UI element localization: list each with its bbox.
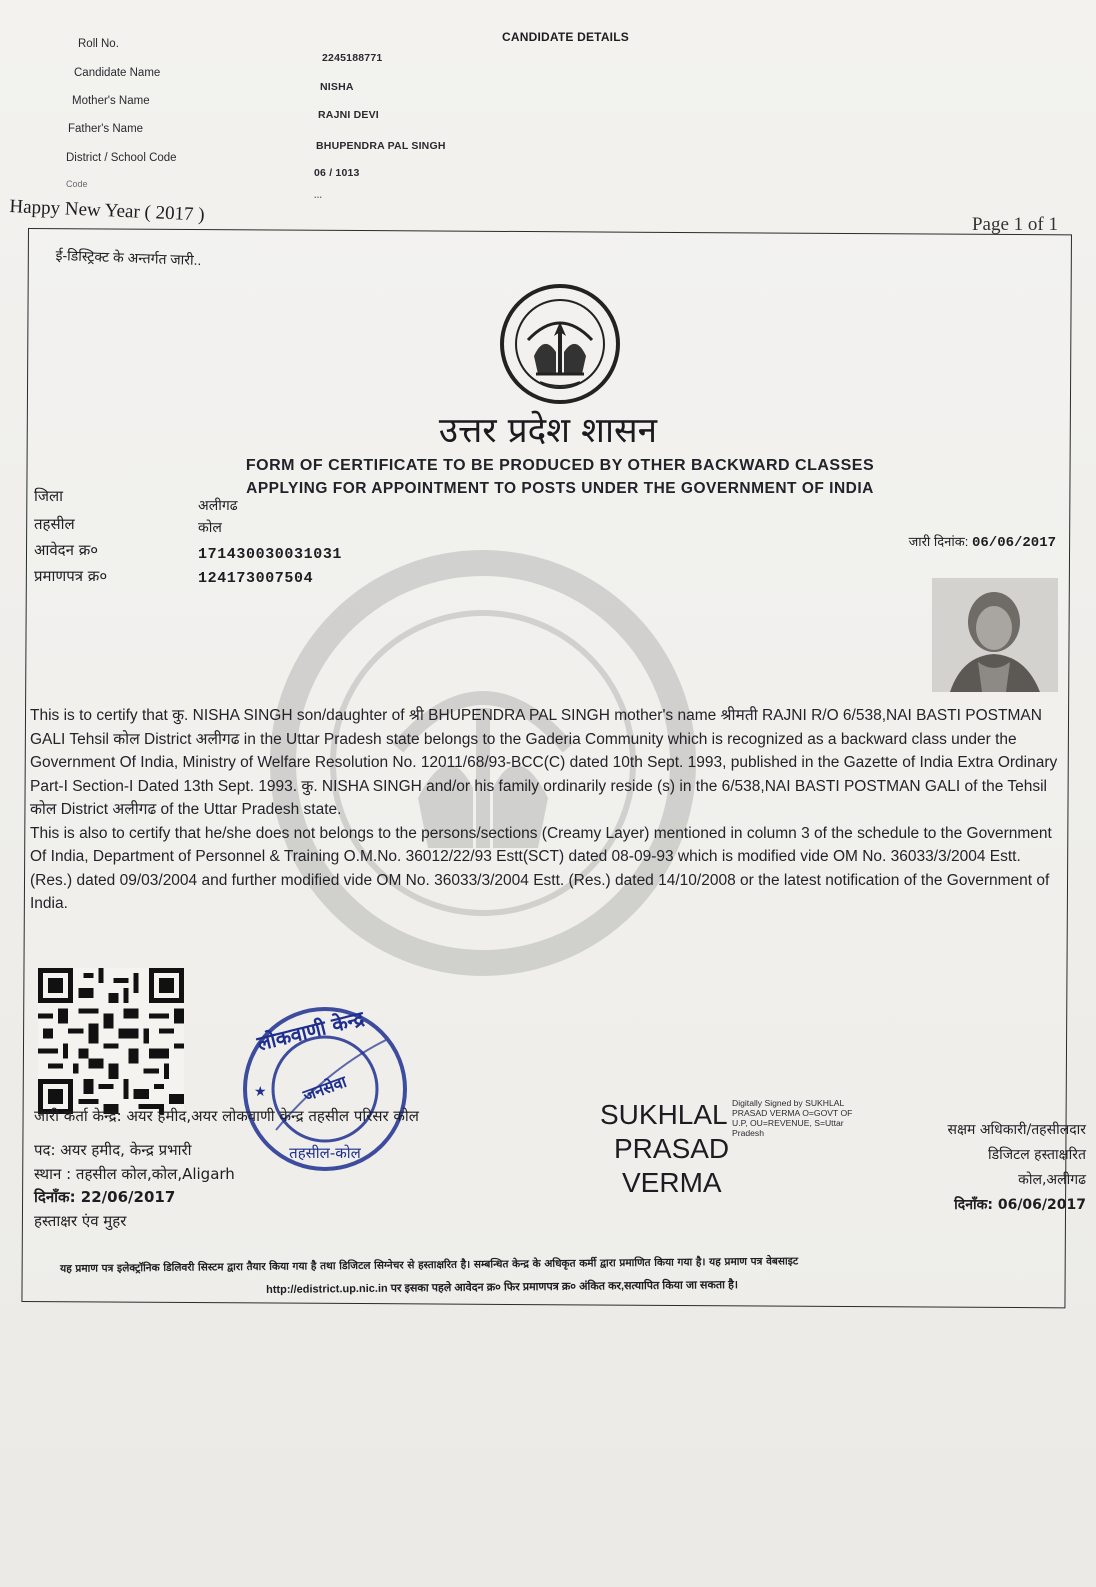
lokvani-stamp bbox=[236, 1000, 414, 1178]
signatory-name-line-1: SUKHLAL bbox=[600, 1099, 728, 1130]
district-school-code-label: District / School Code bbox=[66, 152, 177, 164]
edistrict-issued-note: ई-डिस्ट्रिक्ट के अन्तर्गत जारी.. bbox=[55, 246, 202, 269]
roll-no-value: 2245188771 bbox=[322, 52, 383, 64]
dsig-line-2: PRASAD VERMA O=GOVT OF bbox=[732, 1108, 853, 1118]
issuer-date: दिनाँक: 22/06/2017 bbox=[34, 1188, 176, 1206]
stamp-bottom-text: तहसील-कोल bbox=[289, 1144, 361, 1162]
signatory-name-line-3: VERMA bbox=[622, 1167, 722, 1198]
dsig-line-4: Pradesh bbox=[732, 1128, 765, 1138]
officer-date: दिनाँक: 06/06/2017 bbox=[954, 1197, 1086, 1213]
certificate-no-label: प्रमाणपत्र क्र० bbox=[34, 567, 108, 585]
tehsil-label: तहसील bbox=[34, 515, 75, 533]
government-title: उत्तर प्रदेश शासन bbox=[438, 411, 658, 451]
page-number: Page 1 of 1 bbox=[971, 214, 1058, 235]
stamp-top-text: लोकवाणी केन्द्र bbox=[254, 1005, 367, 1056]
certificate-paragraph-1: This is to certify that कु. NISHA SINGH son/daughter of श्री BHUPENDRA PAL SINGH mother's name श्रीमती RAJNI R/O 6/538,NAI BASTI POSTMAN GALI Tehsil कोल District अलीगढ in the Uttar Pradesh state belongs to the Gaderia Community which is recognized as a backward class under the Government Of India, Ministry of Welfare Resolution No. 12011/68/93-BCC(C) dated 10th Sept. 1993, published in the Gazette of India Extra Ordinary Part-I Section-I Dated 13th Sept. 1993. कु. NISHA SINGH and/or his family ordinarily reside (s) in the 6/538,NAI BASTI POSTMAN GALI of the Tehsil कोल District अलीगढ of the Uttar Pradesh state. bbox=[30, 707, 1058, 818]
candidate-photo bbox=[932, 578, 1058, 692]
svg-text:★: ★ bbox=[254, 1084, 267, 1100]
issue-date-label: जारी दिनांक: bbox=[908, 534, 969, 549]
signatory-name bbox=[600, 1098, 729, 1200]
cut-off-value: ... bbox=[314, 190, 323, 200]
form-title-line-1: FORM OF CERTIFICATE TO BE PRODUCED BY OTHER BACKWARD CLASSES bbox=[245, 457, 875, 474]
application-no-value: 171430030031031 bbox=[198, 546, 343, 563]
certificate-no-value: 124173007504 bbox=[198, 570, 314, 587]
footer-note: यह प्रमाण पत्र इलेक्ट्रॉनिक डिलिवरी सिस्टम द्वारा तैयार किया गया है तथा डिजिटल सिग्नेचर से हस्ताक्षरित है। सम्बन्धित केन्द्र के अधिकृत कर्मी द्वारा प्रमाणित किया गया है। यह प्रमाण पत्र वेबसाइट bbox=[60, 1255, 799, 1275]
issue-date-value: 06/06/2017 bbox=[971, 535, 1056, 551]
mothers-name-label: Mother's Name bbox=[72, 95, 150, 107]
happy-new-year-header: Happy New Year ( 2017 ) bbox=[9, 196, 206, 226]
officer-location: कोल,अलीगढ bbox=[1018, 1172, 1086, 1188]
district-value: अलीगढ bbox=[198, 498, 238, 514]
candidate-details-title: CANDIDATE DETAILS bbox=[502, 30, 629, 44]
verification-url-note: http://edistrict.up.nic.in पर इसका पहले आवेदन क्र० फिर प्रमाणपत्र क्र० अंकित कर,सत्यापित किया जा सकता है। bbox=[266, 1279, 739, 1296]
dsig-line-1: Digitally Signed by SUKHLAL bbox=[732, 1098, 845, 1108]
digital-signature-block bbox=[732, 1098, 852, 1138]
issuing-center: जारी कर्ता केन्द्र: अयर हमीद,अयर लोकवाणी केन्द्र तहसील परिसर कोल bbox=[34, 1107, 419, 1125]
qr-code-icon bbox=[38, 968, 184, 1114]
candidate-name-label: Candidate Name bbox=[74, 67, 161, 79]
cut-off-label: Code bbox=[66, 179, 88, 187]
signatory-name-line-2: PRASAD bbox=[614, 1133, 730, 1164]
issue-date bbox=[909, 532, 1056, 551]
mothers-name-value: RAJNI DEVI bbox=[318, 109, 379, 121]
dsig-line-3: U.P, OU=REVENUE, S=Uttar bbox=[732, 1118, 844, 1128]
roll-no-label: Roll No. bbox=[78, 38, 119, 50]
stamp-inner-text: जनसेवा bbox=[300, 1071, 350, 1106]
district-school-code-value: 06 / 1013 bbox=[314, 167, 360, 179]
competent-officer-title: सक्षम अधिकारी/तहसीलदार bbox=[947, 1122, 1086, 1138]
up-emblem-icon bbox=[498, 282, 622, 406]
form-title-line-2: APPLYING FOR APPOINTMENT TO POSTS UNDER THE GOVERNMENT OF INDIA bbox=[246, 480, 874, 497]
candidate-name-value: NISHA bbox=[320, 81, 354, 93]
signature-and-seal-label: हस्ताक्षर एंव मुहर bbox=[34, 1212, 127, 1230]
certificate-body bbox=[30, 704, 1060, 916]
fathers-name-value: BHUPENDRA PAL SINGH bbox=[316, 140, 446, 152]
certificate-paragraph-2: This is also to certify that he/she does not belongs to the persons/sections (Creamy Layer) mentioned in column 3 of the schedule to the Government Of India, Department of Personnel & Training O.M.No. 36012/22/93 Estt(SCT) dated 08-09-93 which is modified vide OM No. 36033/3/2004 Estt.(Res.) dated 09/03/2004 and further modified vide OM No. 36033/3/2004 Estt. (Res.) dated 14/10/2008 or the latest notification of the Government of India. bbox=[30, 824, 1052, 912]
competent-officer-block bbox=[948, 1118, 1087, 1218]
fathers-name-label: Father's Name bbox=[68, 123, 144, 135]
digitally-signed-label: डिजिटल हस्ताक्षरित bbox=[988, 1147, 1086, 1163]
application-no-label: आवेदन क्र० bbox=[34, 541, 99, 559]
issuer-place: स्थान : तहसील कोल,कोल,Aligarh bbox=[34, 1165, 235, 1183]
tehsil-value: कोल bbox=[198, 520, 222, 536]
district-label: जिला bbox=[34, 487, 64, 505]
issuer-designation: पद: अयर हमीद, केन्द्र प्रभारी bbox=[34, 1141, 192, 1159]
